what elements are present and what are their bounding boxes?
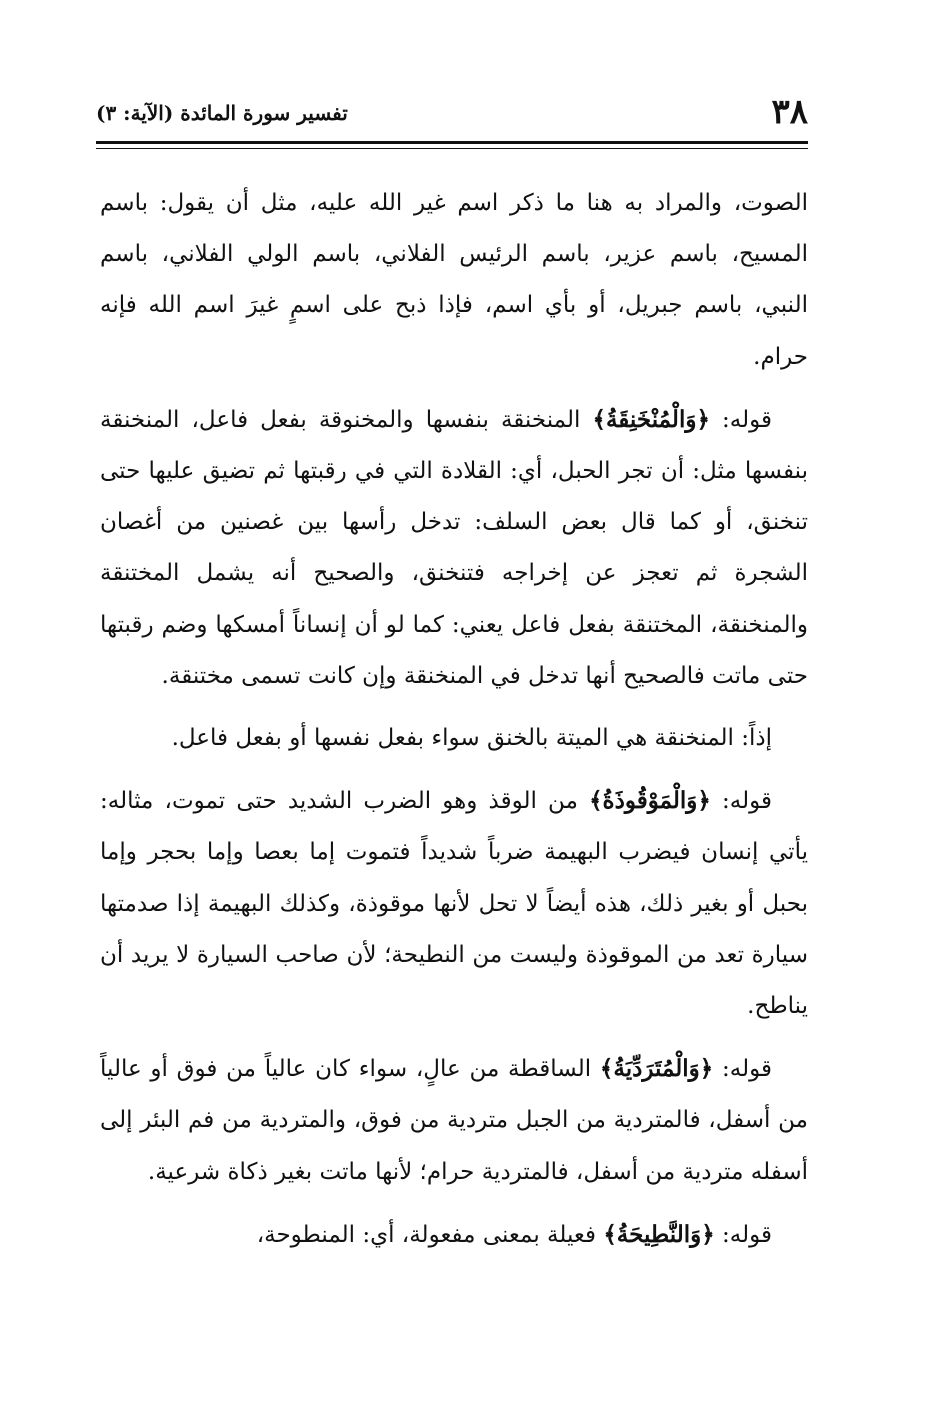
page-number: ٣٨ <box>771 92 808 132</box>
header-rule-thick <box>96 141 808 144</box>
paragraph-4 <box>100 775 808 1032</box>
paragraph-text: الساقطة من عالٍ، سواء كان عالياً من فوق أو عالياً من أسفل، فالمتردية من الجبل متردية من فوق، والمتردية من فم البئر إلى أسفله متردية من أسفل، فالمتردية حرام؛ لأنها ماتت بغير ذكاة شرعية. <box>100 1056 808 1185</box>
paragraph-lead: قوله: <box>709 406 772 433</box>
paragraph-lead: قوله: <box>710 788 772 815</box>
running-title: تفسير سورة المائدة (الآية: ٣) <box>96 101 348 125</box>
quran-quote: ﴿وَالْمُتَرَدِّيَةُ﴾ <box>599 1055 714 1083</box>
paragraph-6 <box>100 1209 808 1261</box>
paragraph-text: المنخنقة بنفسها والمخنوقة بفعل فاعل، المنخنقة بنفسها مثل: أن تجر الحبل، أي: القلادة التي في رقبتها ثم تضيق عليها حتى تنخنق، أو كما قال بعض السلف: تدخل رأسها بين غصنين من أغصان الشجرة ثم تعجز عن إخراجه فتنخنق، والصحيح أنه يشمل المختنقة والمنخنقة، المختنقة بفعل فاعل يعني: كما لو أن إنساناً أمسكها وضم رقبتها حتى ماتت فالصحيح أنها تدخل في المنخنقة وإن كانت تسمى مختنقة. <box>100 406 808 689</box>
paragraph-2 <box>100 394 808 702</box>
paragraph-text: فعيلة بمعنى مفعولة، أي: المنطوحة، <box>256 1221 604 1248</box>
body-text <box>100 178 808 1272</box>
quran-quote: ﴿وَالْمُنْخَنِقَةُ﴾ <box>592 405 710 433</box>
paragraph-text: الصوت، والمراد به هنا ما ذكر اسم غير الله عليه، مثل أن يقول: باسم المسيح، باسم عزير، باسم الرئيس الفلاني، باسم الولي الفلاني، باسم النبي، باسم جبريل، أو بأي اسم، فإذا ذبح على اسمٍ غيرَ اسم الله فإنه حرام. <box>100 190 808 370</box>
quran-quote: ﴿وَالنَّطِيحَةُ﴾ <box>603 1220 715 1248</box>
paragraph-lead: قوله: <box>714 1221 772 1248</box>
paragraph-5 <box>100 1043 808 1198</box>
paragraph-3 <box>100 713 808 764</box>
page-header <box>96 92 808 140</box>
paragraph-lead: قوله: <box>713 1056 772 1083</box>
paragraph-1 <box>100 178 808 383</box>
paragraph-text: إذاً: المنخنقة هي الميتة بالخنق سواء بفعل نفسها أو بفعل فاعل. <box>171 725 772 752</box>
quran-quote: ﴿وَالْمَوْقُوذَةُ﴾ <box>589 787 711 815</box>
header-rule-thin <box>96 148 808 149</box>
paragraph-text: من الوقذ وهو الضرب الشديد حتى تموت، مثاله: يأتي إنسان فيضرب البهيمة ضرباً شديداً فتموت إما بعصا وإما بحجر وإما بحبل أو بغير ذلك، هذه أيضاً لا تحل لأنها موقوذة، وكذلك البهيمة إذا صدمتها سيارة تعد من الموقوذة وليست من النطيحة؛ لأن صاحب السيارة لا يريد أن يناطح. <box>100 788 808 1020</box>
